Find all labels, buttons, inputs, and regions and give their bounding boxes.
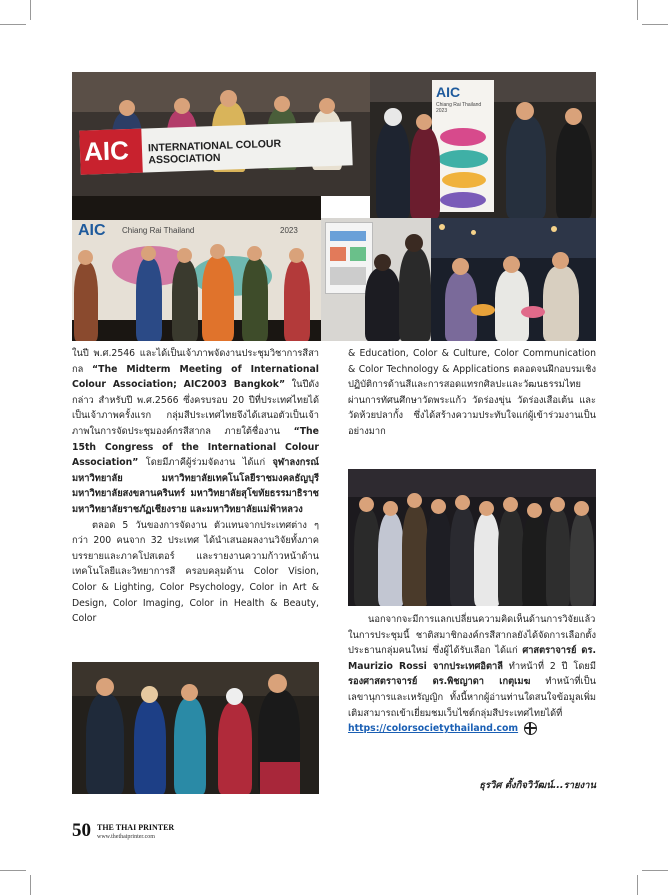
standee-title: AIC — [436, 84, 461, 100]
intro-text-2: ในปีดังกล่าว สำหรับปี พ.ศ.2566 ซึ่งครบรอบ 20 ปีที่ประเทศไทยได้เป็นเจ้าภาพครั้งแรก กลุ่มสีประเทศไทยจึงได้เสนอตัวเป็นเจ้าภาพในการจัดประชุมองค์กรสีสากล ภายใต้ชื่องาน — [72, 379, 319, 437]
photo-standee — [370, 72, 596, 218]
photo-night-krathong — [431, 218, 596, 341]
election-text: นอกจากจะมีการแลกเปลี่ยนความคิดเห็นด้านการวิจัยแล้ว ในการประชุมนี้ ชาติสมาชิกองค์กรสีสากลยังได้จัดการเลือกตั้งประธานกลุ่มคนใหม่ ซึ่งผู้ได้รับเลือก ได้แก่ — [348, 614, 596, 657]
intro-text: ในปี พ.ศ.2546 และได้เป็นเจ้าภาพจัดงานประชุมวิชาการสีสากล — [72, 348, 319, 375]
president-name: ศาสตราจารย์ ดร. Maurizio Rossi จากประเทศอิตาลี — [348, 645, 596, 672]
congress-title: “The 15th Congress of the International Colour Association” — [72, 425, 319, 469]
election-paragraph — [348, 612, 596, 737]
intro-paragraph — [72, 346, 319, 518]
globe-icon — [524, 722, 537, 735]
magazine-website: www.thethaiprinter.com — [97, 834, 155, 840]
right-text-column-bottom — [348, 612, 596, 737]
aic-standee — [432, 80, 494, 212]
banner-title: INTERNATIONAL COLOUR ASSOCIATION — [147, 137, 282, 167]
secretary-name: รองศาสตราจารย์ ดร.พิชญาดา เกตุเมฆ — [348, 676, 531, 688]
program-paragraph: ตลอด 5 วันของการจัดงาน ตัวแทนจากประเทศต่าง ๆ กว่า 200 คนจาก 32 ประเทศ ได้นำเสนอผลงานวิจัยทั้งภาคบรรยายและภาคโปสเตอร์ และรายงานความก้าวหน้าด้านเทคโนโลยีและวิทยาการสี ครอบคลุมด้าน Color Vision, Color & Lighting, Color Psychology, Color in Art & Design, Color Imaging, Color in Health & Beauty, Color — [72, 519, 319, 625]
photo-banner-group — [72, 72, 370, 196]
crop-mark — [30, 875, 31, 895]
photo-evening-group — [72, 662, 319, 794]
crop-mark — [642, 870, 668, 871]
stage-year: 2023 — [280, 226, 298, 235]
crop-mark — [637, 875, 638, 895]
crop-mark — [30, 0, 31, 20]
photo-big-group — [348, 469, 596, 606]
photo-stage-group — [72, 196, 321, 341]
right-text-column-top — [348, 346, 596, 440]
stage-title: AIC — [78, 222, 106, 239]
banner-org-logo: AIC — [83, 135, 130, 167]
photo-poster — [321, 218, 431, 341]
byline: ธุรวิศ ตั้งกิจวิวัฒน์...รายงาน — [479, 780, 596, 791]
stage-subtitle: Chiang Rai Thailand — [122, 226, 195, 235]
website-link[interactable]: https://colorsocietythailand.com — [348, 723, 519, 735]
topics-paragraph: & Education, Color & Culture, Color Communication & Color Technology & Applications ตลอดจนฝึกอบรมเชิงปฏิบัติการด้านสีและการสอดแทรกศิลปะและวัฒนธรรมไทยผ่านการทัศนศึกษาวัดพระแก้ว วัดร่องขุ่น วัดร่องเสือเต้น และวัดห้วยปลากั้ง ซึ่งได้สร้างความประทับใจแก่ผู้เข้าร่วมงานเป็นอย่างมาก — [348, 348, 596, 437]
crop-mark — [642, 24, 668, 25]
crop-mark — [637, 0, 638, 20]
partner-universities: จุฬาลงกรณ์มหาวิทยาลัย มหาวิทยาลัยเทคโนโลยีราชมงคลธัญบุรี มหาวิทยาลัยสงขลานครินทร์ มหาวิทยาลัยสุโขทัยธรรมาธิราช มหาวิทยาลัยราชภัฏเชียงราย และมหาวิทยาลัยแม่ฟ้าหลวง — [72, 457, 319, 515]
page-number: 50 — [72, 820, 91, 841]
aic2003-title: “The Midterm Meeting of International Colour Association; AIC2003 Bangkok” — [72, 363, 319, 391]
left-text-column — [72, 346, 319, 627]
intro-text-3: โดยมีภาคีผู้ร่วมจัดงาน ได้แก่ — [138, 457, 273, 469]
crop-mark — [0, 870, 26, 871]
magazine-name: THE THAI PRINTER — [97, 823, 175, 832]
standee-subtitle: Chiang Rai Thailand 2023 — [436, 102, 482, 114]
crop-mark — [0, 24, 26, 25]
election-text-2: ทำหน้าที่ 2 ปี โดยมี — [502, 660, 596, 672]
election-text-3: ทำหน้าที่เป็นเลขานุการและเหรัญญิก ทั้งนี้หากผู้อ่านท่านใดสนใจข้อมูลเพิ่มเติมสามารถเข้าเยี่ยมชมเว็บไซต์กลุ่มสีประเทศไทยได้ที่ — [348, 676, 596, 719]
